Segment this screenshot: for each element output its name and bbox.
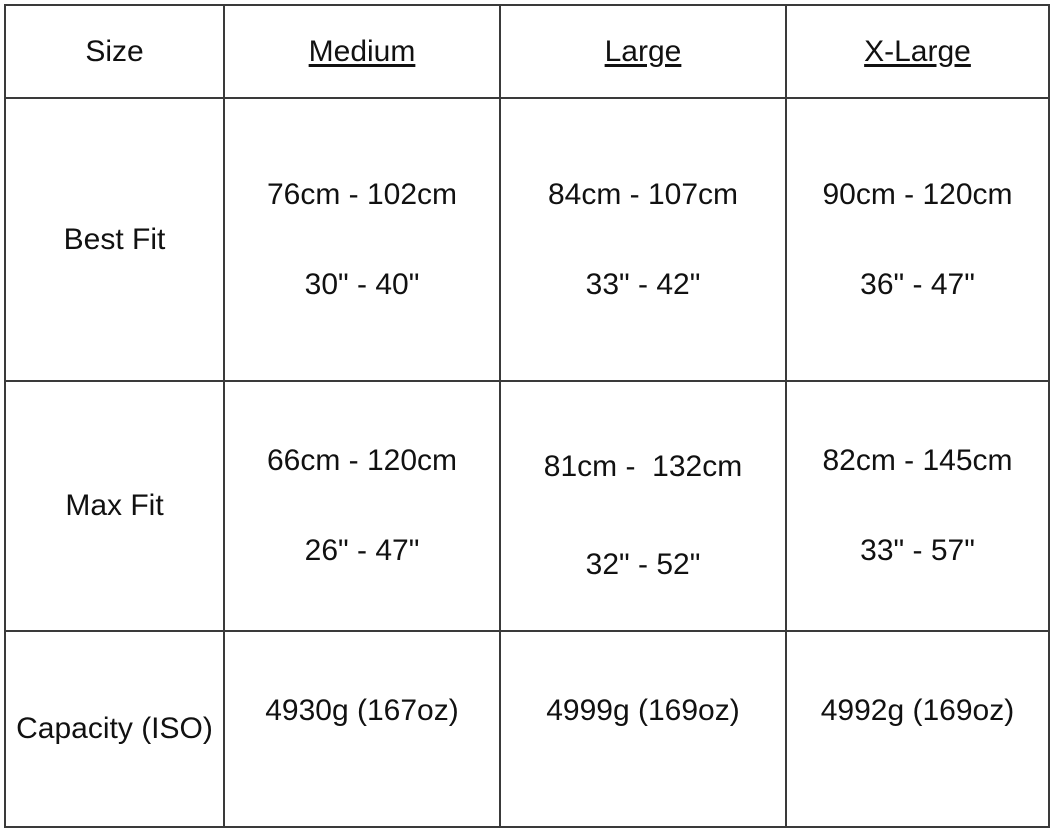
max-fit-row [5,381,1049,631]
capacity-xlarge-cell [786,631,1049,827]
capacity-large-value: 4999g (169oz) [546,694,740,727]
size-medium-header [224,5,500,98]
capacity-xlarge-value: 4992g (169oz) [820,694,1015,727]
max-fit-label-cell [5,381,224,631]
size-header-label: Size [85,34,144,68]
best-fit-xlarge-cell [786,98,1049,381]
max-fit-large-cell [500,381,786,631]
best-fit-label-cell [5,98,224,381]
max-fit-xlarge-cm: 82cm - 145cm [822,444,1013,477]
size-xlarge-label: X-Large [864,34,971,68]
best-fit-xlarge-cm: 90cm - 120cm [822,177,1013,211]
best-fit-row [5,98,1049,381]
capacity-row [5,631,1049,827]
max-fit-medium-cm: 66cm - 120cm [266,444,458,477]
capacity-label-cell [5,631,224,827]
max-fit-medium-cell [224,381,500,631]
capacity-medium-cell [224,631,500,827]
best-fit-large-in: 33" - 42" [585,267,701,301]
size-xlarge-header [786,5,1049,98]
size-medium-label: Medium [308,34,416,68]
max-fit-xlarge-in: 33" - 57" [860,534,975,567]
best-fit-xlarge-in: 36" - 47" [860,267,975,301]
best-fit-large-cell [500,98,786,381]
best-fit-medium-cell [224,98,500,381]
header-row [5,5,1049,98]
size-chart-table [4,4,1050,828]
capacity-medium-value: 4930g (167oz) [265,694,459,727]
max-fit-large-cm: 81cm - 132cm [543,450,743,483]
max-fit-medium-in: 26" - 47" [304,534,420,567]
best-fit-medium-in: 30" - 40" [304,267,420,301]
row-label: Max Fit [65,489,164,522]
size-large-label: Large [604,34,682,68]
capacity-large-cell [500,631,786,827]
row-label: Capacity (ISO) [16,712,213,745]
row-label: Best Fit [63,222,166,256]
best-fit-large-cm: 84cm - 107cm [547,177,739,211]
best-fit-medium-cm: 76cm - 102cm [266,177,458,211]
max-fit-xlarge-cell [786,381,1049,631]
size-header-cell [5,5,224,98]
max-fit-large-in: 32" - 52" [585,548,701,581]
size-large-header [500,5,786,98]
